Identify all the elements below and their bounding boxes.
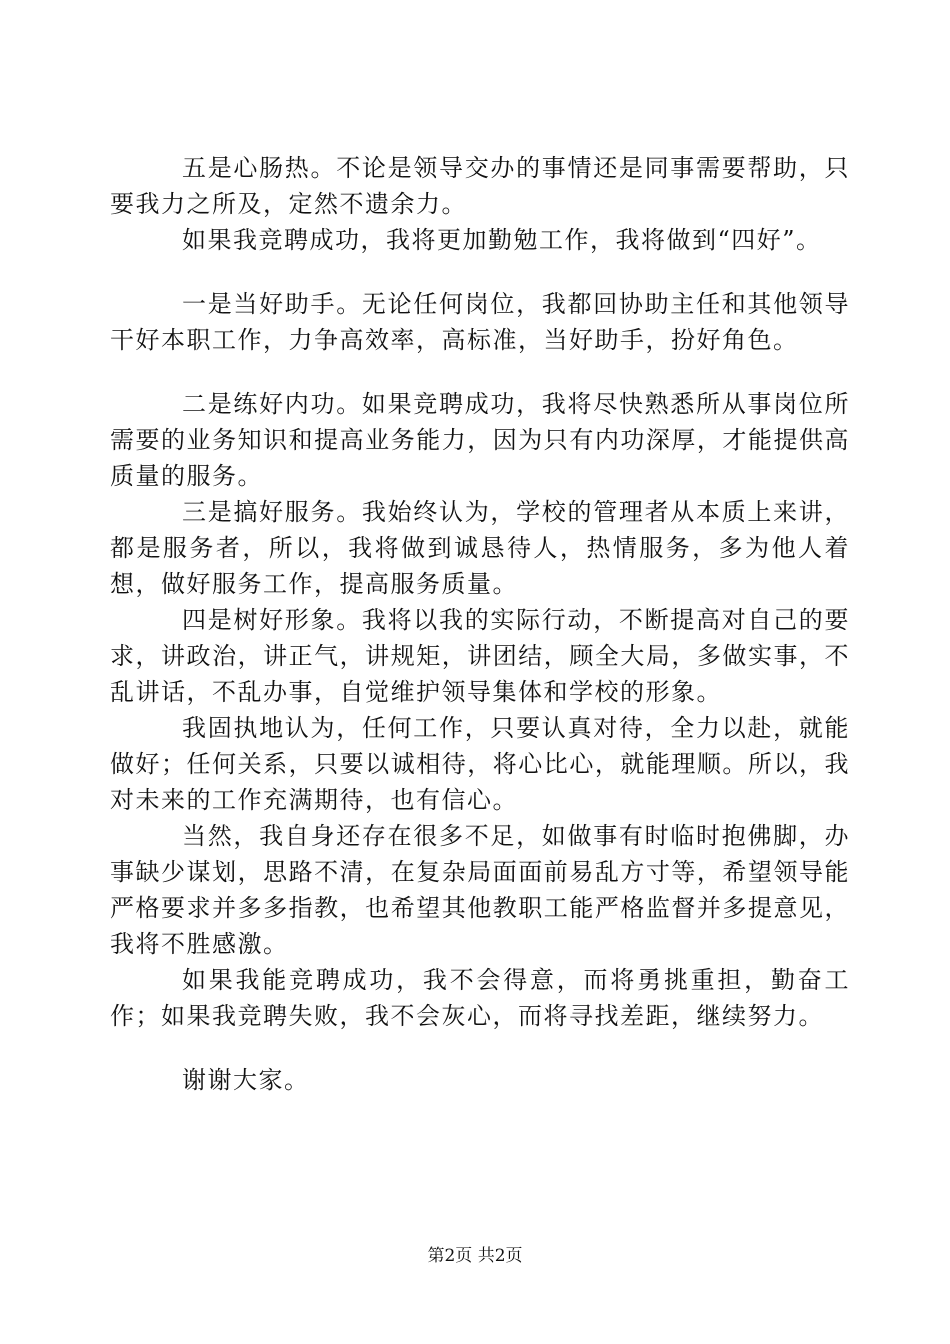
- document-body: [110, 150, 850, 1098]
- paragraph-lian-hao-nei-gong: 二是练好内功。如果竞聘成功，我将尽快熟悉所从事岗位所需要的业务知识和提高业务能力，因为只有内功深厚，才能提供高质量的服务。: [110, 390, 850, 490]
- paragraph-xie-xie: 谢谢大家。: [182, 1066, 310, 1094]
- paragraph-bu-zu: 当然，我自身还存在很多不足，如做事有时临时抱佛脚，办事缺少谋划，思路不清，在复杂局面面前易乱方寸等，希望领导能严格要求并多多指教，也希望其他教职工能严格监督并多提意见，我将不胜感激。: [110, 822, 850, 958]
- paragraph-dang-hao-zhu-shou: 一是当好助手。无论任何岗位，我都回协助主任和其他领导干好本职工作，力争高效率，高标准，当好助手，扮好角色。: [110, 290, 850, 354]
- paragraph-si-hao-intro: 如果我竞聘成功，我将更加勤勉工作，我将做到“四好”。: [182, 226, 822, 254]
- paragraph-shu-hao-xing-xiang: 四是树好形象。我将以我的实际行动，不断提高对自己的要求，讲政治，讲正气，讲规矩，讲团结，顾全大局，多做实事，不乱讲话，不乱办事，自觉维护领导集体和学校的形象。: [110, 606, 850, 706]
- paragraph-gao-hao-fu-wu: 三是搞好服务。我始终认为，学校的管理者从本质上来讲，都是服务者，所以，我将做到诚恳待人，热情服务，多为他人着想，做好服务工作，提高服务质量。: [110, 498, 850, 598]
- page-number-footer: 第2页 共2页: [427, 1246, 523, 1266]
- paragraph-gu-zhi-ren-wei: 我固执地认为，任何工作，只要认真对待，全力以赴，就能做好；任何关系，只要以诚相待，将心比心，就能理顺。所以，我对未来的工作充满期待，也有信心。: [110, 714, 850, 814]
- paragraph-jing-pin-jie-guo: 如果我能竞聘成功，我不会得意，而将勇挑重担，勤奋工作；如果我竞聘失败，我不会灰心，而将寻找差距，继续努力。: [110, 966, 850, 1030]
- paragraph-xin-chang-re: 五是心肠热。不论是领导交办的事情还是同事需要帮助，只要我力之所及，定然不遗余力。: [110, 154, 850, 218]
